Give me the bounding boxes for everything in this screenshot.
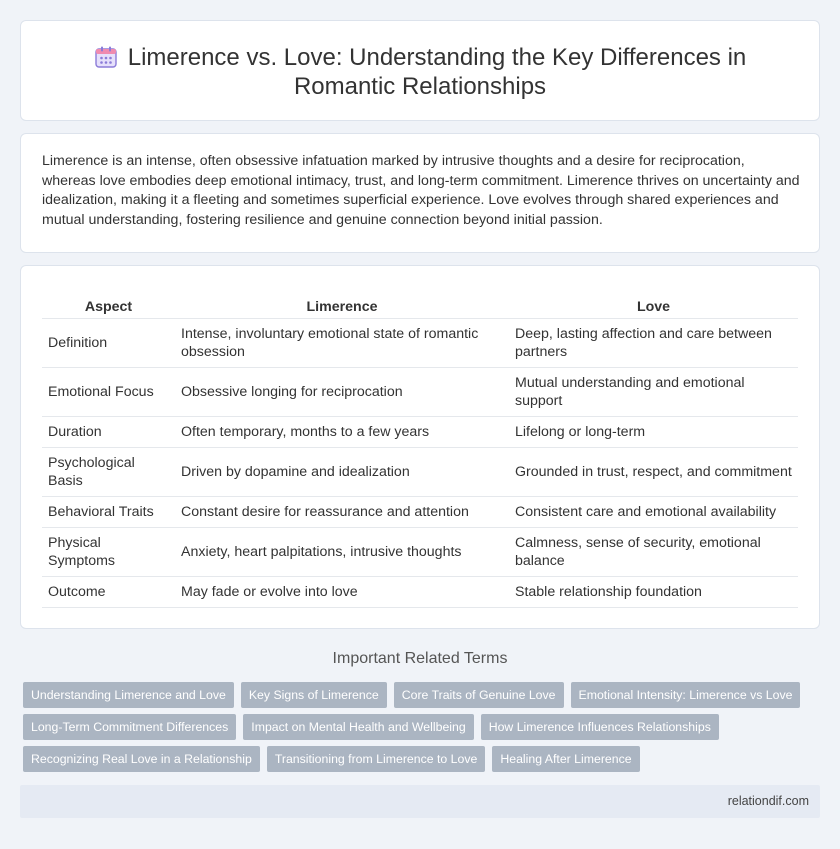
table-row xyxy=(42,496,798,527)
cell-aspect: Outcome xyxy=(42,576,175,607)
cell-limerence: Often temporary, months to a few years xyxy=(175,416,509,447)
cell-aspect: Definition xyxy=(42,318,175,367)
summary-text: Limerence is an intense, often obsessive infatuation marked by intrusive thoughts and a desire for reciprocation, whereas love embodies deep emotional intimacy, trust, and long-term commitment. Limerence thrives on uncertainty and idealization, making it a fleeting and sometimes superficial experience. Love evolves through shared experiences and mutual understanding, fostering resilience and genuine connection beyond initial passion. xyxy=(42,153,800,228)
page-title xyxy=(21,43,819,101)
cell-limerence: Intense, involuntary emotional state of romantic obsession xyxy=(175,318,509,367)
related-terms-title: Important Related Terms xyxy=(332,650,508,667)
cell-love: Deep, lasting affection and care between partners xyxy=(509,318,798,367)
header-aspect: Aspect xyxy=(42,296,175,318)
table-row xyxy=(42,576,798,607)
related-term-tag[interactable]: Understanding Limerence and Love xyxy=(23,682,234,708)
cell-limerence: Anxiety, heart palpitations, intrusive thoughts xyxy=(175,527,509,576)
cell-love: Stable relationship foundation xyxy=(509,576,798,607)
header-card xyxy=(20,20,820,121)
table-row xyxy=(42,447,798,496)
comparison-table xyxy=(42,296,798,608)
title-line-1: Limerence vs. Love: Understanding the Key Differences in xyxy=(127,44,747,71)
cell-aspect: Psychological Basis xyxy=(42,447,175,496)
related-term-tag[interactable]: Recognizing Real Love in a Relationship xyxy=(23,746,260,772)
title-line-2: Romantic Relationships xyxy=(293,73,547,100)
cell-aspect: Emotional Focus xyxy=(42,367,175,416)
summary-card xyxy=(20,133,820,253)
related-terms-list xyxy=(23,682,813,772)
table-header-row xyxy=(42,296,798,318)
cell-limerence: May fade or evolve into love xyxy=(175,576,509,607)
related-term-tag[interactable]: Core Traits of Genuine Love xyxy=(394,682,564,708)
related-term-tag[interactable]: Emotional Intensity: Limerence vs Love xyxy=(571,682,801,708)
related-term-tag[interactable]: Impact on Mental Health and Wellbeing xyxy=(243,714,473,740)
header-love: Love xyxy=(509,296,798,318)
calendar-icon xyxy=(94,45,118,69)
cell-limerence: Driven by dopamine and idealization xyxy=(175,447,509,496)
cell-aspect: Duration xyxy=(42,416,175,447)
related-term-tag[interactable]: Healing After Limerence xyxy=(492,746,639,772)
related-term-tag[interactable]: Transitioning from Limerence to Love xyxy=(267,746,486,772)
cell-love: Grounded in trust, respect, and commitment xyxy=(509,447,798,496)
cell-limerence: Obsessive longing for reciprocation xyxy=(175,367,509,416)
footer-site-link[interactable]: relationdif.com xyxy=(727,794,809,808)
table-row xyxy=(42,527,798,576)
cell-aspect: Physical Symptoms xyxy=(42,527,175,576)
cell-limerence: Constant desire for reassurance and attention xyxy=(175,496,509,527)
related-term-tag[interactable]: Key Signs of Limerence xyxy=(241,682,387,708)
cell-love: Lifelong or long-term xyxy=(509,416,798,447)
related-term-tag[interactable]: Long-Term Commitment Differences xyxy=(23,714,236,740)
table-row xyxy=(42,416,798,447)
cell-love: Mutual understanding and emotional support xyxy=(509,367,798,416)
comparison-table-card xyxy=(20,265,820,629)
cell-love: Calmness, sense of security, emotional balance xyxy=(509,527,798,576)
cell-aspect: Behavioral Traits xyxy=(42,496,175,527)
cell-love: Consistent care and emotional availability xyxy=(509,496,798,527)
related-term-tag[interactable]: How Limerence Influences Relationships xyxy=(481,714,719,740)
table-row xyxy=(42,318,798,367)
header-limerence: Limerence xyxy=(175,296,509,318)
table-row xyxy=(42,367,798,416)
footer-bar xyxy=(20,785,820,818)
